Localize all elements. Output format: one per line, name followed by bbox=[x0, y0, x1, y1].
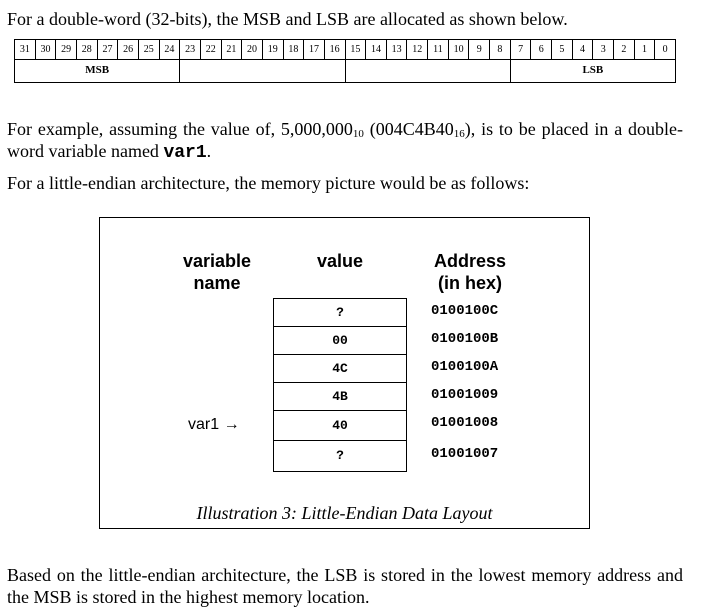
bit-number-cell: 6 bbox=[531, 40, 552, 59]
example-text-part3: ), is to be placed in a double-word variable named bbox=[7, 119, 683, 161]
bit-allocation-table bbox=[14, 39, 676, 83]
bit-number-cell: 21 bbox=[222, 40, 243, 59]
memory-address: 01001007 bbox=[431, 446, 499, 462]
value-header: value bbox=[316, 251, 364, 271]
memory-cell: ? bbox=[273, 440, 407, 472]
hex-base-subscript: 16 bbox=[453, 128, 465, 140]
bit-number-cell: 27 bbox=[98, 40, 119, 59]
memory-cell: 00 bbox=[273, 326, 407, 355]
bit-number-cell: 24 bbox=[160, 40, 181, 59]
byte-row bbox=[14, 59, 676, 83]
memory-address: 0100100A bbox=[431, 359, 499, 375]
little-endian-text: For a little-endian architecture, the memory picture would be as follows: bbox=[7, 173, 530, 193]
byte-cell-msb: MSB bbox=[15, 59, 180, 82]
bit-number-cell: 12 bbox=[407, 40, 428, 59]
bit-number-cell: 26 bbox=[118, 40, 139, 59]
memory-cell: 40 bbox=[273, 410, 407, 441]
bit-number-cell: 11 bbox=[428, 40, 449, 59]
bit-number-cell: 17 bbox=[304, 40, 325, 59]
memory-cell: ? bbox=[273, 298, 407, 327]
bit-number-cell: 2 bbox=[614, 40, 635, 59]
example-paragraph bbox=[7, 118, 683, 164]
bit-number-cell: 19 bbox=[263, 40, 284, 59]
conclusion-paragraph: Based on the little-endian architecture, the LSB is stored in the lowest memory address and the MSB is stored in the highest memory location. bbox=[7, 565, 683, 607]
variable-header-line2: name bbox=[193, 273, 241, 293]
little-endian-illustration bbox=[99, 217, 590, 529]
memory-address: 0100100C bbox=[431, 303, 499, 319]
byte-cell-lsb: LSB bbox=[582, 64, 604, 76]
variable-header-line1: variable bbox=[182, 251, 252, 271]
byte-cell-3 bbox=[346, 59, 511, 82]
bit-number-cell: 16 bbox=[325, 40, 346, 59]
memory-cell: 4B bbox=[273, 382, 407, 411]
bit-number-cell: 20 bbox=[242, 40, 263, 59]
bit-number-cell: 5 bbox=[552, 40, 573, 59]
bit-number-row bbox=[14, 39, 676, 60]
memory-address: 0100100B bbox=[431, 331, 499, 347]
example-text-part2: (004C4B40 bbox=[363, 119, 454, 139]
byte-cell-2 bbox=[180, 59, 345, 82]
bit-number-cell: 9 bbox=[469, 40, 490, 59]
bit-number-cell: 22 bbox=[201, 40, 222, 59]
variable-name-header bbox=[160, 250, 274, 294]
bit-number-cell: 25 bbox=[139, 40, 160, 59]
bit-number-cell: 31 bbox=[15, 40, 36, 59]
bit-number-cell: 15 bbox=[346, 40, 367, 59]
memory-address: 01001008 bbox=[431, 415, 499, 431]
intro-text: For a double-word (32-bits), the MSB and LSB are allocated as shown below. bbox=[7, 9, 568, 29]
example-text-part4: . bbox=[206, 141, 212, 161]
bit-number-cell: 13 bbox=[387, 40, 408, 59]
bit-number-cell: 30 bbox=[36, 40, 57, 59]
address-header-line2: (in hex) bbox=[437, 273, 502, 293]
example-text-part1: For example, assuming the value of, 5,000,000 bbox=[7, 119, 353, 139]
memory-address: 01001009 bbox=[431, 387, 499, 403]
bit-number-cell: 23 bbox=[180, 40, 201, 59]
bit-number-cell: 8 bbox=[490, 40, 511, 59]
bit-number-cell: 4 bbox=[573, 40, 594, 59]
memory-cell: 4C bbox=[273, 354, 407, 383]
bit-number-cell: 10 bbox=[449, 40, 470, 59]
bit-number-cell: 14 bbox=[366, 40, 387, 59]
decimal-base-subscript: 10 bbox=[352, 128, 364, 140]
bit-number-cell: 29 bbox=[56, 40, 77, 59]
bit-number-cell: 7 bbox=[511, 40, 532, 59]
var1-pointer-label: var1 → bbox=[188, 416, 240, 433]
bit-number-cell: 3 bbox=[593, 40, 614, 59]
bit-number-cell: 1 bbox=[635, 40, 656, 59]
illustration-caption: Illustration 3: Little-Endian Data Layout bbox=[196, 503, 493, 523]
bit-number-cell: 18 bbox=[284, 40, 305, 59]
variable-name-code: var1 bbox=[163, 143, 207, 163]
address-header bbox=[418, 250, 522, 294]
bit-number-cell: 0 bbox=[662, 44, 668, 55]
address-header-line1: Address bbox=[433, 251, 507, 271]
bit-number-cell: 28 bbox=[77, 40, 98, 59]
